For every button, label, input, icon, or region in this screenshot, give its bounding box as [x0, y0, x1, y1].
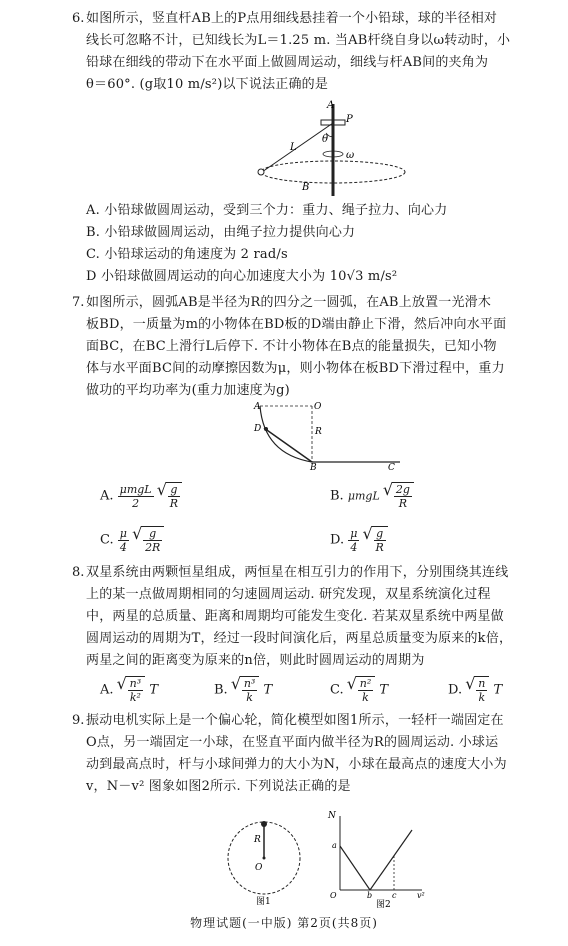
- label-b: b: [367, 891, 373, 900]
- small-object: [264, 427, 268, 431]
- q7-option-c[interactable]: [100, 526, 164, 554]
- label-B: B: [302, 182, 310, 193]
- q7-option-a[interactable]: [100, 482, 182, 510]
- figure-caption: 图1: [256, 897, 271, 907]
- question-text-line: 中，两星的总质量、距离和周期均可能发生变化. 若某双星系统中两星做: [86, 609, 504, 624]
- question-6: [72, 8, 556, 96]
- square-root: √ $\frac{\text{n²}}{k}$: [356, 676, 376, 704]
- label-c: c: [392, 891, 397, 900]
- question-7: [72, 292, 556, 402]
- label-v-squared: v²: [417, 891, 425, 900]
- fraction: $\frac{\mu}{4}$: [350, 526, 358, 554]
- label-O: O: [255, 863, 263, 873]
- question-text-line: 面BC，在BC上滑行L后停下. 不计小物体在B点的能量损失，已知小物: [86, 339, 497, 354]
- square-root: √ $\frac{2g}{R}$: [392, 482, 414, 510]
- option-label: C.: [100, 532, 114, 548]
- label-origin: O: [330, 891, 337, 900]
- graph-line-decreasing: [340, 846, 370, 890]
- board-BD: [264, 428, 312, 462]
- question-6-options: [86, 200, 556, 288]
- question-text-line: 线长可忽略不计，已知线长为L＝1.25 m. 当AB杆绕自身以ω转动时，小: [86, 33, 511, 48]
- label-P: P: [346, 114, 353, 125]
- label-A: A: [254, 402, 261, 412]
- square-root: √ $\frac{g}{R}$: [166, 482, 182, 510]
- question-text-line: 板BD，一质量为m的小物体在BD板的D端由静止下滑，然后冲向水平面: [86, 317, 507, 332]
- label-R: R: [315, 427, 322, 437]
- square-root: √ $\frac{n}{k}$: [474, 676, 489, 704]
- question-text-line: 做功的平均功率为(重力加速度为g): [86, 383, 290, 398]
- period-symbol: T: [149, 682, 158, 698]
- label-omega: ω: [346, 150, 355, 161]
- q8-option-b[interactable]: [214, 676, 272, 704]
- square-root: √ $\frac{\text{n³}}{\text{k²}}$: [126, 676, 146, 704]
- q7-option-b[interactable]: [330, 482, 414, 510]
- question-text-line: 如图所示，圆弧AB是半径为R的四分之一圆弧，在AB上放置一光滑木: [86, 295, 492, 310]
- question-text-line: v，N－v² 图象如图2所示. 下列说法正确的是: [86, 779, 351, 794]
- question-text-line: 上的某一点做周期相同的匀速圆周运动. 研究发现，双星系统演化过程: [86, 587, 491, 602]
- label-theta: θ: [322, 134, 329, 145]
- q7-option-d[interactable]: [330, 526, 388, 554]
- q9-figure-1: [222, 812, 312, 908]
- page-footer: 物理试题(一中版) 第2页(共8页): [190, 916, 378, 930]
- q7-figure: [250, 400, 410, 470]
- graph-line-increasing: [370, 830, 412, 890]
- option-label: D.: [330, 532, 345, 548]
- option-label: C.: [330, 682, 344, 698]
- question-text-line: θ＝60°. (g取10 m/s²)以下说法正确的是: [86, 77, 329, 92]
- q8-option-c[interactable]: [330, 676, 388, 704]
- question-number: 7.: [72, 295, 85, 310]
- question-text-line: 双星系统由两颗恒星组成，两恒星在相互引力的作用下，分别围绕其连线: [86, 565, 509, 580]
- figure-caption: 图2: [376, 900, 391, 910]
- question-text-line: 如图所示，竖直杆AB上的P点用细线悬挂着一个小铅球，球的半径相对: [86, 11, 498, 26]
- question-text-line: 两星之间的距离变为原来的n倍，则此时圆周运动的周期为: [86, 653, 425, 668]
- lead-ball: [258, 169, 264, 175]
- question-text-line: 体与水平面BC间的动摩擦因数为μ，则小物体在板BD下滑过程中，重力: [86, 361, 505, 376]
- label-A: A: [327, 100, 335, 111]
- period-symbol: T: [493, 682, 503, 698]
- period-symbol: T: [379, 682, 389, 698]
- pivot-point: [263, 857, 266, 860]
- q9-figure-2: [322, 810, 432, 910]
- question-text-line: 振动电机实际上是一个偏心轮，简化模型如图1所示，一轻杆一端固定在: [86, 713, 504, 728]
- option-label: A.: [100, 682, 114, 698]
- label-B: B: [310, 463, 317, 470]
- question-number: 9.: [72, 713, 85, 728]
- q6-figure: [250, 98, 410, 198]
- option-label: B.: [214, 682, 228, 698]
- option-label: D.: [448, 682, 463, 698]
- label-D: D: [254, 424, 262, 434]
- square-root: √ $\frac{g}{R}$: [372, 526, 388, 554]
- square-root: √ $\frac{\text{n³}}{k}$: [240, 676, 260, 704]
- question-text-line: O点，另一端固定一小球，在竖直平面内做半径为R的圆周运动. 小球运: [86, 735, 499, 750]
- quarter-arc: [260, 406, 312, 462]
- label-C: C: [388, 463, 395, 470]
- q8-option-d[interactable]: [448, 676, 502, 704]
- label-O: O: [314, 402, 322, 412]
- option-d[interactable]: D 小铅球做圆周运动的向心加速度大小为 10√3 m/s²: [86, 269, 398, 284]
- label-a: a: [332, 841, 337, 850]
- label-R: R: [254, 835, 261, 845]
- string-line: [262, 123, 333, 172]
- question-9: [72, 710, 556, 798]
- question-text-line: 圆周运动的周期为T，经过一段时间演化后，两星总质量变为原来的k倍，: [86, 631, 513, 646]
- question-text-line: 动到最高点时，杆与小球间弹力的大小为N，小球在最高点的速度大小为: [86, 757, 507, 772]
- period-symbol: T: [263, 682, 273, 698]
- question-number: 6.: [72, 11, 85, 26]
- question-text-line: 铅球在细线的带动下在水平面上做圆周运动，细线与杆AB间的夹角为: [86, 55, 489, 70]
- fraction: $\frac{\text{μmgL}}{2}$: [119, 482, 152, 510]
- option-b[interactable]: B. 小铅球做圆周运动，由绳子拉力提供向心力: [86, 225, 356, 240]
- option-c[interactable]: C. 小铅球运动的角速度为 2 rad/s: [86, 247, 288, 262]
- option-a[interactable]: A. 小铅球做圆周运动，受到三个力：重力、绳子拉力、向心力: [86, 203, 448, 218]
- option-label: A.: [100, 488, 114, 504]
- question-number: 8.: [72, 565, 85, 580]
- label-N: N: [328, 811, 336, 821]
- square-root: √ $\frac{g}{2R}$: [141, 526, 164, 554]
- small-ball: [261, 821, 267, 827]
- coefficient: μmgL: [347, 489, 380, 503]
- label-L: L: [290, 142, 297, 153]
- question-8: [72, 562, 556, 672]
- q8-option-a[interactable]: [100, 676, 158, 704]
- fraction: $\frac{\mu}{4}$: [119, 526, 127, 554]
- option-label: B.: [330, 488, 344, 504]
